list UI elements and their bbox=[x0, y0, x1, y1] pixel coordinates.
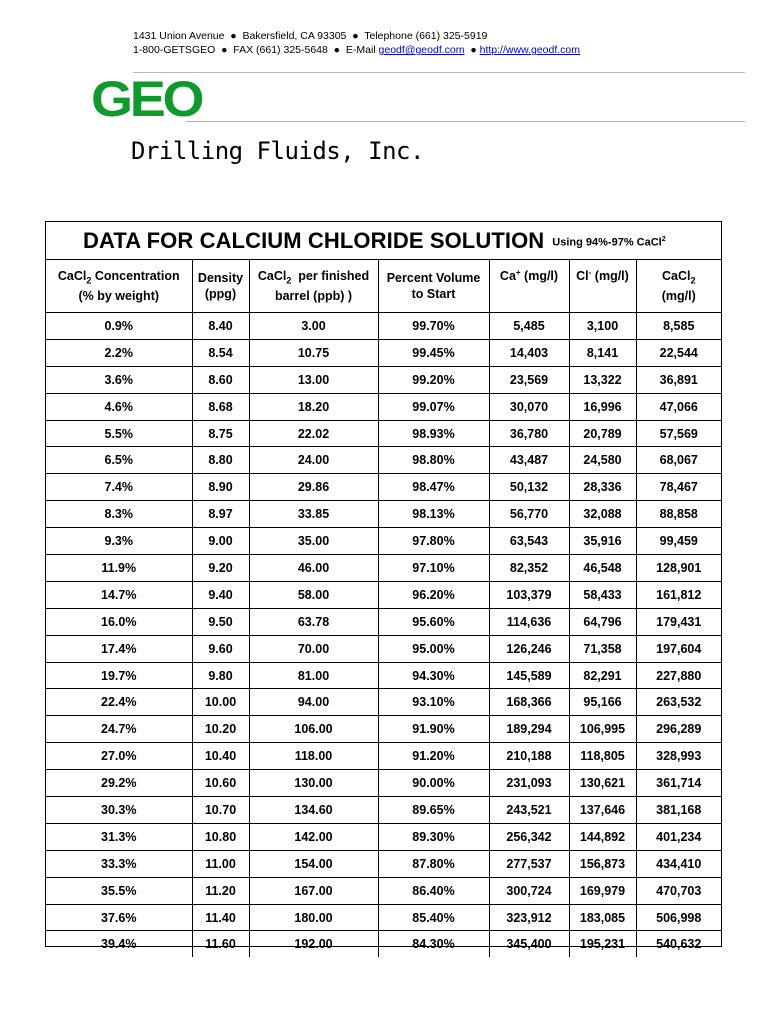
cell-cacl2-ppb: 70.00 bbox=[249, 635, 378, 662]
cell-chloride: 106,995 bbox=[569, 716, 636, 743]
cell-cacl2-mgl: 328,993 bbox=[636, 743, 721, 770]
cell-density: 8.68 bbox=[192, 393, 249, 420]
cell-percent-volume: 99.45% bbox=[378, 339, 489, 366]
table-row bbox=[46, 877, 721, 904]
col-header-cacl2-mgl: CaCl$_2$ (mg/l) bbox=[636, 260, 721, 313]
cell-concentration: 22.4% bbox=[46, 689, 192, 716]
cell-chloride: 3,100 bbox=[569, 313, 636, 340]
contact-line bbox=[133, 43, 580, 57]
cell-concentration: 4.6% bbox=[46, 393, 192, 420]
cell-percent-volume: 95.00% bbox=[378, 635, 489, 662]
cell-percent-volume: 98.93% bbox=[378, 420, 489, 447]
cell-concentration: 33.3% bbox=[46, 850, 192, 877]
cell-density: 10.70 bbox=[192, 797, 249, 824]
cell-calcium: 243,521 bbox=[489, 797, 569, 824]
header-divider-bottom bbox=[186, 121, 745, 122]
calcium-chloride-table bbox=[46, 260, 721, 957]
cell-density: 11.40 bbox=[192, 904, 249, 931]
subtitle-text: Using 94%-97% CaCl bbox=[552, 236, 662, 249]
cell-calcium: 50,132 bbox=[489, 474, 569, 501]
cell-cacl2-ppb: 10.75 bbox=[249, 339, 378, 366]
cell-calcium: 23,569 bbox=[489, 366, 569, 393]
cell-density: 9.00 bbox=[192, 528, 249, 555]
table-row bbox=[46, 366, 721, 393]
cell-density: 10.20 bbox=[192, 716, 249, 743]
cell-cacl2-ppb: 13.00 bbox=[249, 366, 378, 393]
cell-concentration: 39.4% bbox=[46, 931, 192, 957]
table-title: DATA FOR CALCIUM CHLORIDE SOLUTION bbox=[83, 227, 545, 253]
table-row bbox=[46, 635, 721, 662]
cell-concentration: 35.5% bbox=[46, 877, 192, 904]
cell-chloride: 13,322 bbox=[569, 366, 636, 393]
table-row bbox=[46, 608, 721, 635]
table-row bbox=[46, 770, 721, 797]
cell-chloride: 118,805 bbox=[569, 743, 636, 770]
col-header-cacl2-per-barrel: CaCl$_2$ per finished barrel (ppb) ) bbox=[249, 260, 378, 313]
cell-calcium: 256,342 bbox=[489, 823, 569, 850]
cell-density: 9.20 bbox=[192, 555, 249, 582]
cell-chloride: 58,433 bbox=[569, 581, 636, 608]
cell-density: 8.97 bbox=[192, 501, 249, 528]
cell-calcium: 56,770 bbox=[489, 501, 569, 528]
table-row bbox=[46, 447, 721, 474]
cell-cacl2-mgl: 22,544 bbox=[636, 339, 721, 366]
cell-percent-volume: 85.40% bbox=[378, 904, 489, 931]
table-row bbox=[46, 528, 721, 555]
cell-cacl2-mgl: 296,289 bbox=[636, 716, 721, 743]
cell-cacl2-mgl: 401,234 bbox=[636, 823, 721, 850]
cell-cacl2-ppb: 24.00 bbox=[249, 447, 378, 474]
cell-chloride: 130,621 bbox=[569, 770, 636, 797]
cell-cacl2-mgl: 179,431 bbox=[636, 608, 721, 635]
cell-percent-volume: 98.80% bbox=[378, 447, 489, 474]
cell-concentration: 29.2% bbox=[46, 770, 192, 797]
table-header-row bbox=[46, 260, 721, 313]
cell-percent-volume: 90.00% bbox=[378, 770, 489, 797]
cell-chloride: 20,789 bbox=[569, 420, 636, 447]
cell-cacl2-ppb: 29.86 bbox=[249, 474, 378, 501]
cell-percent-volume: 89.65% bbox=[378, 797, 489, 824]
table-body bbox=[46, 313, 721, 958]
cell-cacl2-mgl: 470,703 bbox=[636, 877, 721, 904]
cell-calcium: 36,780 bbox=[489, 420, 569, 447]
cell-percent-volume: 91.90% bbox=[378, 716, 489, 743]
cell-concentration: 0.9% bbox=[46, 313, 192, 340]
cell-cacl2-ppb: 167.00 bbox=[249, 877, 378, 904]
cell-chloride: 35,916 bbox=[569, 528, 636, 555]
cell-percent-volume: 93.10% bbox=[378, 689, 489, 716]
cell-cacl2-mgl: 381,168 bbox=[636, 797, 721, 824]
cell-cacl2-mgl: 99,459 bbox=[636, 528, 721, 555]
cell-cacl2-ppb: 118.00 bbox=[249, 743, 378, 770]
cell-concentration: 2.2% bbox=[46, 339, 192, 366]
cell-percent-volume: 89.30% bbox=[378, 823, 489, 850]
separator: ● bbox=[464, 44, 477, 56]
cell-density: 11.60 bbox=[192, 931, 249, 957]
cell-chloride: 195,231 bbox=[569, 931, 636, 957]
cell-percent-volume: 94.30% bbox=[378, 662, 489, 689]
cell-cacl2-ppb: 94.00 bbox=[249, 689, 378, 716]
table-row bbox=[46, 313, 721, 340]
cell-cacl2-mgl: 128,901 bbox=[636, 555, 721, 582]
cell-cacl2-ppb: 46.00 bbox=[249, 555, 378, 582]
cell-percent-volume: 87.80% bbox=[378, 850, 489, 877]
cell-concentration: 27.0% bbox=[46, 743, 192, 770]
cell-chloride: 137,646 bbox=[569, 797, 636, 824]
cell-density: 8.90 bbox=[192, 474, 249, 501]
table-row bbox=[46, 555, 721, 582]
cell-percent-volume: 99.70% bbox=[378, 313, 489, 340]
cell-cacl2-mgl: 57,569 bbox=[636, 420, 721, 447]
table-row bbox=[46, 393, 721, 420]
col-header-chloride: Cl- (mg/l) bbox=[569, 260, 636, 313]
cell-cacl2-mgl: 161,812 bbox=[636, 581, 721, 608]
table-row bbox=[46, 904, 721, 931]
header-divider-top bbox=[133, 72, 745, 73]
cell-density: 10.60 bbox=[192, 770, 249, 797]
cell-percent-volume: 84.30% bbox=[378, 931, 489, 957]
website-link[interactable]: http://www.geodf.com bbox=[479, 44, 580, 56]
cell-cacl2-mgl: 8,585 bbox=[636, 313, 721, 340]
cell-cacl2-mgl: 361,714 bbox=[636, 770, 721, 797]
subtitle-sup: 2 bbox=[661, 236, 666, 244]
cell-cacl2-ppb: 58.00 bbox=[249, 581, 378, 608]
cell-calcium: 103,379 bbox=[489, 581, 569, 608]
cell-chloride: 24,580 bbox=[569, 447, 636, 474]
cell-calcium: 43,487 bbox=[489, 447, 569, 474]
cell-calcium: 323,912 bbox=[489, 904, 569, 931]
cell-cacl2-ppb: 63.78 bbox=[249, 608, 378, 635]
cell-cacl2-mgl: 540,632 bbox=[636, 931, 721, 957]
cell-cacl2-mgl: 88,858 bbox=[636, 501, 721, 528]
cell-cacl2-ppb: 192.00 bbox=[249, 931, 378, 957]
cell-cacl2-ppb: 3.00 bbox=[249, 313, 378, 340]
cell-concentration: 11.9% bbox=[46, 555, 192, 582]
cell-concentration: 37.6% bbox=[46, 904, 192, 931]
phone-fax-text: 1-800-GETSGEO ● FAX (661) 325-5648 ● E-Mail bbox=[133, 44, 379, 56]
cell-chloride: 28,336 bbox=[569, 474, 636, 501]
cell-concentration: 6.5% bbox=[46, 447, 192, 474]
cell-calcium: 231,093 bbox=[489, 770, 569, 797]
cell-cacl2-mgl: 506,998 bbox=[636, 904, 721, 931]
table-row bbox=[46, 716, 721, 743]
cell-cacl2-mgl: 47,066 bbox=[636, 393, 721, 420]
cell-cacl2-ppb: 33.85 bbox=[249, 501, 378, 528]
cell-chloride: 32,088 bbox=[569, 501, 636, 528]
cell-calcium: 5,485 bbox=[489, 313, 569, 340]
cell-chloride: 82,291 bbox=[569, 662, 636, 689]
cell-cacl2-ppb: 106.00 bbox=[249, 716, 378, 743]
data-table-frame bbox=[45, 221, 722, 952]
cell-calcium: 126,246 bbox=[489, 635, 569, 662]
cell-concentration: 8.3% bbox=[46, 501, 192, 528]
cell-chloride: 64,796 bbox=[569, 608, 636, 635]
cell-calcium: 345,400 bbox=[489, 931, 569, 957]
cell-chloride: 71,358 bbox=[569, 635, 636, 662]
table-row bbox=[46, 823, 721, 850]
cell-concentration: 16.0% bbox=[46, 608, 192, 635]
cell-calcium: 210,188 bbox=[489, 743, 569, 770]
cell-density: 9.60 bbox=[192, 635, 249, 662]
cell-percent-volume: 97.80% bbox=[378, 528, 489, 555]
cell-cacl2-ppb: 81.00 bbox=[249, 662, 378, 689]
cell-percent-volume: 96.20% bbox=[378, 581, 489, 608]
cell-calcium: 168,366 bbox=[489, 689, 569, 716]
cell-density: 8.75 bbox=[192, 420, 249, 447]
cell-concentration: 9.3% bbox=[46, 528, 192, 555]
cell-calcium: 300,724 bbox=[489, 877, 569, 904]
cell-density: 8.54 bbox=[192, 339, 249, 366]
cell-concentration: 31.3% bbox=[46, 823, 192, 850]
cell-density: 8.40 bbox=[192, 313, 249, 340]
cell-concentration: 14.7% bbox=[46, 581, 192, 608]
cell-calcium: 189,294 bbox=[489, 716, 569, 743]
col-header-percent-volume: Percent Volume to Start bbox=[378, 260, 489, 313]
cell-density: 8.80 bbox=[192, 447, 249, 474]
table-row bbox=[46, 797, 721, 824]
cell-percent-volume: 98.13% bbox=[378, 501, 489, 528]
contact-info bbox=[133, 29, 580, 57]
table-row bbox=[46, 743, 721, 770]
table-row bbox=[46, 850, 721, 877]
cell-concentration: 5.5% bbox=[46, 420, 192, 447]
cell-percent-volume: 91.20% bbox=[378, 743, 489, 770]
cell-chloride: 16,996 bbox=[569, 393, 636, 420]
cell-chloride: 95,166 bbox=[569, 689, 636, 716]
cell-cacl2-mgl: 263,532 bbox=[636, 689, 721, 716]
cell-percent-volume: 99.07% bbox=[378, 393, 489, 420]
table-row bbox=[46, 474, 721, 501]
cell-calcium: 14,403 bbox=[489, 339, 569, 366]
cell-percent-volume: 97.10% bbox=[378, 555, 489, 582]
cell-density: 10.80 bbox=[192, 823, 249, 850]
cell-calcium: 82,352 bbox=[489, 555, 569, 582]
cell-cacl2-ppb: 130.00 bbox=[249, 770, 378, 797]
cell-chloride: 169,979 bbox=[569, 877, 636, 904]
table-row bbox=[46, 931, 721, 957]
table-row bbox=[46, 501, 721, 528]
cell-calcium: 63,543 bbox=[489, 528, 569, 555]
cell-chloride: 8,141 bbox=[569, 339, 636, 366]
email-link[interactable]: geodf@geodf.com bbox=[378, 44, 465, 56]
cell-percent-volume: 99.20% bbox=[378, 366, 489, 393]
cell-concentration: 3.6% bbox=[46, 366, 192, 393]
cell-calcium: 145,589 bbox=[489, 662, 569, 689]
cell-density: 9.50 bbox=[192, 608, 249, 635]
cell-cacl2-mgl: 197,604 bbox=[636, 635, 721, 662]
cell-calcium: 114,636 bbox=[489, 608, 569, 635]
cell-cacl2-ppb: 22.02 bbox=[249, 420, 378, 447]
cell-density: 9.40 bbox=[192, 581, 249, 608]
cell-cacl2-ppb: 35.00 bbox=[249, 528, 378, 555]
table-subtitle bbox=[552, 236, 665, 249]
cell-percent-volume: 86.40% bbox=[378, 877, 489, 904]
cell-density: 10.00 bbox=[192, 689, 249, 716]
table-row bbox=[46, 339, 721, 366]
cell-concentration: 7.4% bbox=[46, 474, 192, 501]
cell-cacl2-mgl: 227,880 bbox=[636, 662, 721, 689]
cell-calcium: 277,537 bbox=[489, 850, 569, 877]
cell-cacl2-ppb: 154.00 bbox=[249, 850, 378, 877]
cell-calcium: 30,070 bbox=[489, 393, 569, 420]
address-line: 1431 Union Avenue ● Bakersfield, CA 93305 ● Telephone (661) 325-5919 bbox=[133, 30, 488, 42]
col-header-density: Density (ppg) bbox=[192, 260, 249, 313]
cell-cacl2-ppb: 18.20 bbox=[249, 393, 378, 420]
cell-cacl2-mgl: 68,067 bbox=[636, 447, 721, 474]
cell-density: 9.80 bbox=[192, 662, 249, 689]
cell-chloride: 156,873 bbox=[569, 850, 636, 877]
table-row bbox=[46, 662, 721, 689]
geo-logo: GEO bbox=[91, 71, 202, 127]
cell-concentration: 17.4% bbox=[46, 635, 192, 662]
cell-cacl2-mgl: 36,891 bbox=[636, 366, 721, 393]
cell-percent-volume: 95.60% bbox=[378, 608, 489, 635]
cell-density: 11.20 bbox=[192, 877, 249, 904]
cell-density: 11.00 bbox=[192, 850, 249, 877]
table-row bbox=[46, 689, 721, 716]
table-row bbox=[46, 581, 721, 608]
cell-chloride: 183,085 bbox=[569, 904, 636, 931]
col-header-calcium: Ca+ (mg/l) bbox=[489, 260, 569, 313]
table-row bbox=[46, 420, 721, 447]
cell-percent-volume: 98.47% bbox=[378, 474, 489, 501]
table-title-row bbox=[46, 222, 721, 260]
col-header-concentration: CaCl$_2$ Concentration (% by weight) bbox=[46, 260, 192, 313]
cell-concentration: 19.7% bbox=[46, 662, 192, 689]
cell-chloride: 46,548 bbox=[569, 555, 636, 582]
cell-cacl2-ppb: 180.00 bbox=[249, 904, 378, 931]
cell-concentration: 30.3% bbox=[46, 797, 192, 824]
cell-concentration: 24.7% bbox=[46, 716, 192, 743]
cell-chloride: 144,892 bbox=[569, 823, 636, 850]
company-name: Drilling Fluids, Inc. bbox=[131, 137, 424, 165]
cell-density: 8.60 bbox=[192, 366, 249, 393]
cell-density: 10.40 bbox=[192, 743, 249, 770]
cell-cacl2-ppb: 134.60 bbox=[249, 797, 378, 824]
cell-cacl2-mgl: 78,467 bbox=[636, 474, 721, 501]
cell-cacl2-mgl: 434,410 bbox=[636, 850, 721, 877]
cell-cacl2-ppb: 142.00 bbox=[249, 823, 378, 850]
